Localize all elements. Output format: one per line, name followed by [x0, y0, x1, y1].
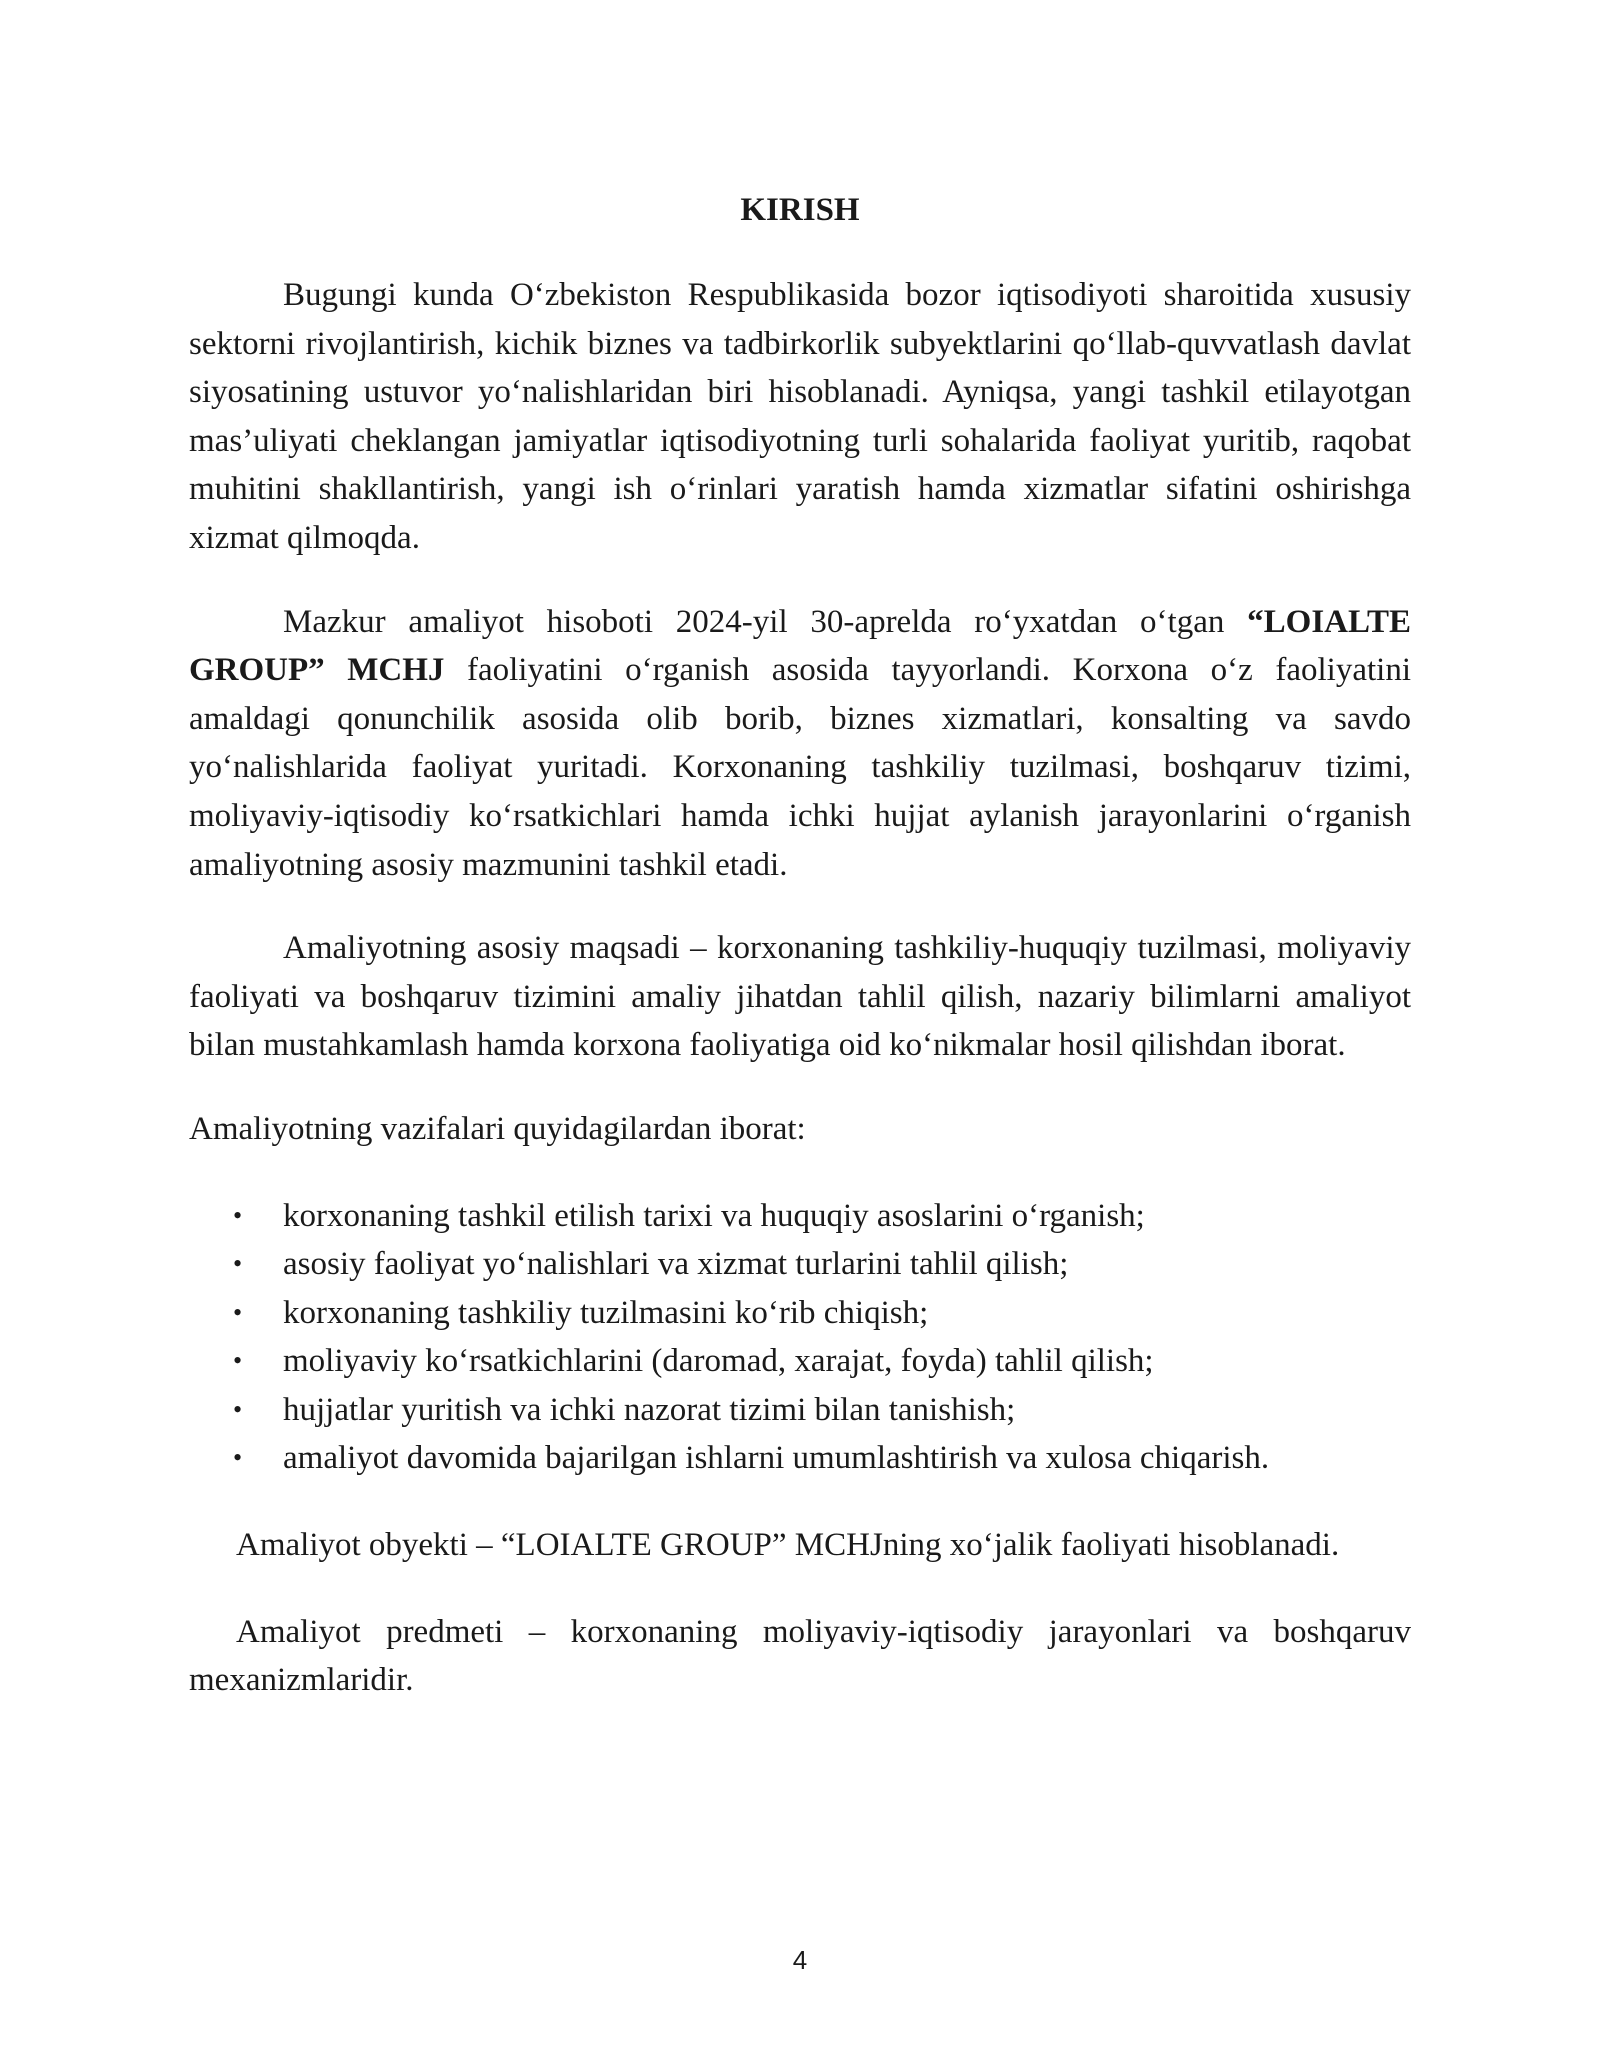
report-paragraph — [189, 598, 1411, 890]
tasks-intro: Amaliyotning vazifalari quyidagilardan iborat: — [189, 1110, 806, 1147]
list-item — [189, 1192, 1411, 1241]
bullet-icon: • — [233, 1249, 243, 1279]
list-item — [189, 1240, 1411, 1289]
list-item-text: moliyaviy ko‘rsatkichlarini (daromad, xarajat, foyda) tahlil qilish; — [283, 1343, 1154, 1380]
report-paragraph-start: Mazkur amaliyot hisoboti 2024-yil 30-aprelda ro‘yxatdan o‘tgan — [283, 603, 1248, 640]
page-title: KIRISH — [740, 192, 860, 228]
company-name: “LOIALTE GROUP” MCHJ — [189, 603, 1411, 689]
list-item-text: amaliyot davomida bajarilgan ishlarni umumlashtirish va xulosa chiqarish. — [283, 1440, 1270, 1477]
subject-paragraph: Amaliyot predmeti – korxonaning moliyaviy-iqtisodiy jarayonlari va boshqaruv mexanizmlaridir. — [189, 1613, 1411, 1699]
tasks-list — [189, 1192, 1411, 1484]
document-body — [189, 271, 1411, 1705]
page-number: 4 — [792, 1945, 808, 1975]
list-item — [189, 1386, 1411, 1435]
bullet-icon: • — [233, 1443, 243, 1473]
bullet-icon: • — [233, 1297, 243, 1327]
goal-paragraph: Amaliyotning asosiy maqsadi – korxonaning tashkiliy-huquqiy tuzilmasi, moliyaviy faoliyati va boshqaruv tizimini amaliy jihatdan tahlil qilish, nazariy bilimlarni amaliyot bilan mustahkamlash hamda korxona faoliyatiga oid ko‘nikmalar hosil qilishdan iborat. — [189, 930, 1411, 1064]
list-item-text: korxonaning tashkil etilish tarixi va huquqiy asoslarini o‘rganish; — [283, 1197, 1145, 1234]
list-item — [189, 1434, 1411, 1483]
bullet-icon: • — [233, 1200, 243, 1230]
intro-paragraph: Bugungi kunda O‘zbekiston Respublikasida bozor iqtisodiyoti sharoitida xususiy sektorni rivojlantirish, kichik biznes va tadbirkorlik subyektlarini qo‘llab-quvvatlash davlat siyosatining ustuvor yo‘nalishlaridan biri hisoblanadi. Ayniqsa, yangi tashkil etilayotgan mas’uliyati cheklangan jamiyatlar iqtisodiyotning turli sohalarida faoliyat yuritib, raqobat muhitini shakllantirish, yangi ish o‘rinlari yaratish hamda xizmatlar sifatini oshirishga xizmat qilmoqda. — [189, 277, 1411, 556]
report-paragraph-end: faoliyatini o‘rganish asosida tayyorlandi. Korxona o‘z faoliyatini amaldagi qonunchilik asosida olib borib, biznes xizmatlari, konsalting va savdo yo‘nalishlarida faoliyat yuritadi. Korxonaning tashkiliy tuzilmasi, boshqaruv tizimi, moliyaviy-iqtisodiy ko‘rsatkichlari hamda ichki hujjat aylanish jarayonlarini o‘rganish amaliyotning asosiy mazmunini tashkil etadi. — [189, 652, 1411, 883]
list-item-text: korxonaning tashkiliy tuzilmasini ko‘rib chiqish; — [283, 1294, 929, 1331]
object-paragraph: Amaliyot obyekti – “LOIALTE GROUP” MCHJning xo‘jalik faoliyati hisoblanadi. — [236, 1527, 1340, 1564]
list-item-text: hujjatlar yuritish va ichki nazorat tizimi bilan tanishish; — [283, 1391, 1016, 1428]
document-page — [189, 0, 1411, 2070]
bullet-icon: • — [233, 1394, 243, 1424]
list-item — [189, 1289, 1411, 1338]
bullet-icon: • — [233, 1346, 243, 1376]
list-item-text: asosiy faoliyat yo‘nalishlari va xizmat turlarini tahlil qilish; — [283, 1246, 1069, 1283]
list-item — [189, 1337, 1411, 1386]
